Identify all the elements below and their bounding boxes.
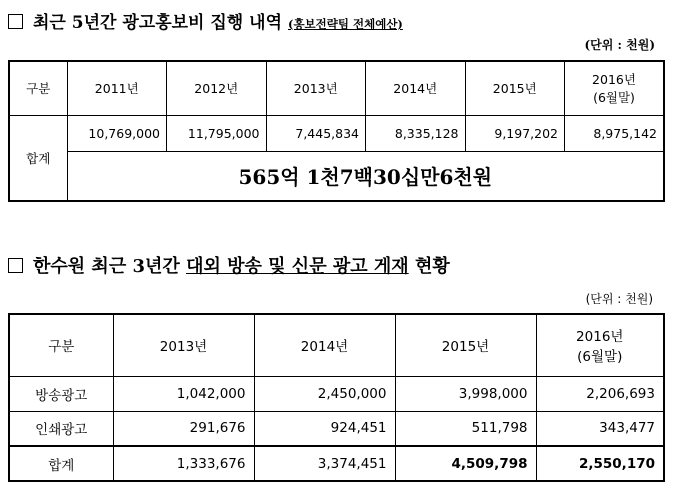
- section2-title-underlined: 대외 방송 및 신문 광고 게재: [186, 256, 409, 277]
- header-year: 2013년: [266, 61, 366, 115]
- value-cell: 1,333,676: [113, 446, 254, 481]
- header-year: 2015년: [395, 314, 536, 376]
- section2-heading: [8, 252, 450, 278]
- value-cell: 291,676: [113, 411, 254, 446]
- row-label: 합계: [9, 446, 113, 481]
- section1-title: 최근 5년간 광고홍보비 집행 내역: [33, 13, 282, 33]
- total-row: [9, 151, 664, 201]
- checkbox-icon: [8, 258, 23, 273]
- header-year: 2013년: [113, 314, 254, 376]
- value-cell: 1,042,000: [113, 376, 254, 411]
- header-year: 2014년: [366, 61, 466, 115]
- section1-subtitle: (홍보전략팀 전체예산): [288, 17, 403, 31]
- value-cell: 10,769,000: [67, 115, 167, 151]
- value-cell: 8,335,128: [366, 115, 466, 151]
- header-category: 구분: [9, 61, 67, 115]
- row-label: 방송광고: [9, 376, 113, 411]
- value-cell: 7,445,834: [266, 115, 366, 151]
- value-cell: 9,197,202: [465, 115, 565, 151]
- header-year-note: (6월말): [577, 349, 623, 366]
- value-cell: 4,509,798: [395, 446, 536, 481]
- section2-title-prefix: 한수원 최근 3년간: [33, 256, 180, 277]
- value-cell: 8,975,142: [565, 115, 665, 151]
- total-amount: 565억 1천7백30십만6천원: [67, 151, 664, 201]
- ad-budget-table: [8, 60, 665, 202]
- row-label: 인쇄광고: [9, 411, 113, 446]
- table-header-row: [9, 61, 664, 115]
- header-year-note: (6월말): [593, 90, 635, 106]
- header-year: 2012년: [167, 61, 267, 115]
- total-row: [9, 446, 664, 481]
- header-year: 2011년: [67, 61, 167, 115]
- checkbox-icon: [8, 14, 23, 29]
- table-row: [9, 376, 664, 411]
- section1-unit: (단위 : 천원): [584, 38, 655, 52]
- value-cell: 2,450,000: [254, 376, 395, 411]
- header-year: 2014년: [254, 314, 395, 376]
- header-year-label: 2016년: [592, 72, 636, 88]
- value-cell: 11,795,000: [167, 115, 267, 151]
- ad-placement-table: [8, 313, 665, 482]
- table-row: [9, 115, 664, 151]
- value-cell: 2,206,693: [536, 376, 664, 411]
- section1-heading: [8, 8, 403, 33]
- table-row: [9, 411, 664, 446]
- row-label: 합계: [9, 115, 67, 201]
- header-year-2016: [536, 314, 664, 376]
- header-category: 구분: [9, 314, 113, 376]
- value-cell: 3,998,000: [395, 376, 536, 411]
- value-cell: 343,477: [536, 411, 664, 446]
- header-year-label: 2016년: [576, 329, 624, 346]
- section2-title-suffix: 현황: [414, 256, 450, 277]
- value-cell: 3,374,451: [254, 446, 395, 481]
- table-header-row: [9, 314, 664, 376]
- section2-unit: (단위 : 천원): [585, 292, 653, 306]
- value-cell: 511,798: [395, 411, 536, 446]
- value-cell: 924,451: [254, 411, 395, 446]
- value-cell: 2,550,170: [536, 446, 664, 481]
- header-year-2016: [565, 61, 665, 115]
- header-year: 2015년: [465, 61, 565, 115]
